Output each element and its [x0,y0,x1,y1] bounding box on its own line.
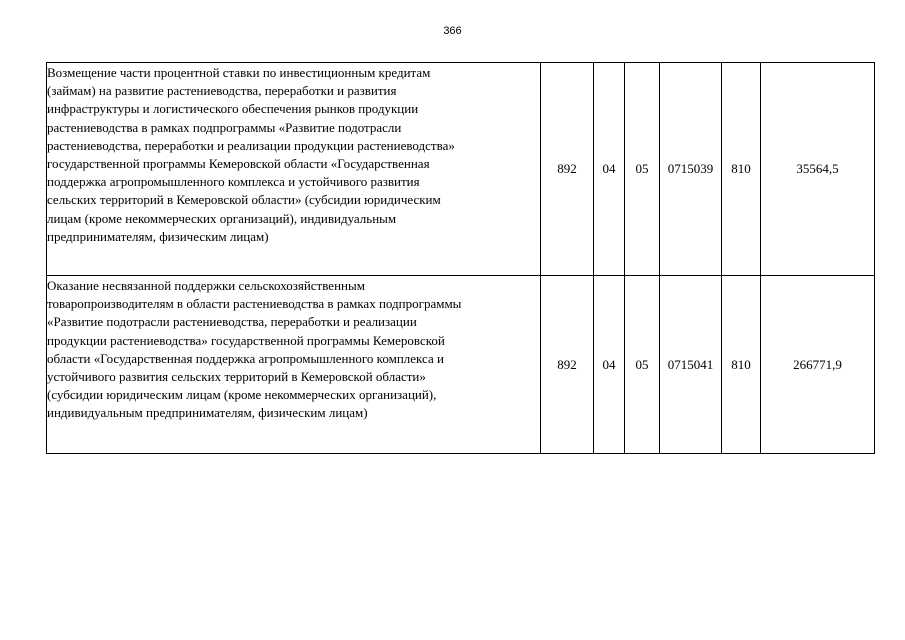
description-line: «Развитие подотрасли растениеводства, переработки и реализации [47,314,417,330]
description-line: области «Государственная поддержка агропромышленного комплекса и [47,350,444,366]
table-row [47,63,875,276]
description-line: индивидуальным предпринимателям, физическим лицам) [47,405,368,421]
description-line: предпринимателям, физическим лицам) [47,228,269,244]
description-line: (займам) на развитие растениеводства, переработки и развития [47,83,397,99]
section-code: 04 [594,63,625,276]
description-line: Оказание несвязанной поддержки сельскохозяйственным [47,278,365,293]
ministry-code: 892 [541,63,594,276]
target-article-code: 0715039 [660,63,722,276]
amount-value: 266771,9 [761,276,875,454]
description-line: продукции растениеводства» государственной программы Кемеровской [47,332,445,348]
amount-value: 35564,5 [761,63,875,276]
page-number: 366 [443,25,462,37]
expense-type-code: 810 [722,63,761,276]
description-line: растениеводства в рамках подпрограммы «Развитие подотрасли [47,119,402,135]
description-line: инфраструктуры и логистического обеспечения рынков продукции [47,101,419,117]
description-line: товаропроизводителям в области растениеводства в рамках подпрограммы [47,296,462,312]
row-description [47,63,541,276]
description-line: сельских территорий в Кемеровской области» (субсидии юридическим [47,192,441,208]
description-line: Возмещение части процентной ставки по инвестиционным кредитам [47,65,431,80]
description-line: лицам (кроме некоммерческих организаций), индивидуальным [47,210,397,226]
description-line: растениеводства, переработки и реализации продукции растениеводства» [47,137,455,153]
section-code: 04 [594,276,625,454]
budget-table [46,62,875,454]
description-line: поддержка агропромышленного комплекса и устойчивого развития [47,174,420,190]
description-line: (субсидии юридическим лицам (кроме некоммерческих организаций), [47,387,437,403]
target-article-code: 0715041 [660,276,722,454]
description-line: государственной программы Кемеровской области «Государственная [47,156,430,172]
table-row [47,276,875,454]
ministry-code: 892 [541,276,594,454]
subsection-code: 05 [625,276,660,454]
expense-type-code: 810 [722,276,761,454]
subsection-code: 05 [625,63,660,276]
description-line: устойчивого развития сельских территорий в Кемеровской области» [47,369,426,385]
row-description [47,276,541,454]
